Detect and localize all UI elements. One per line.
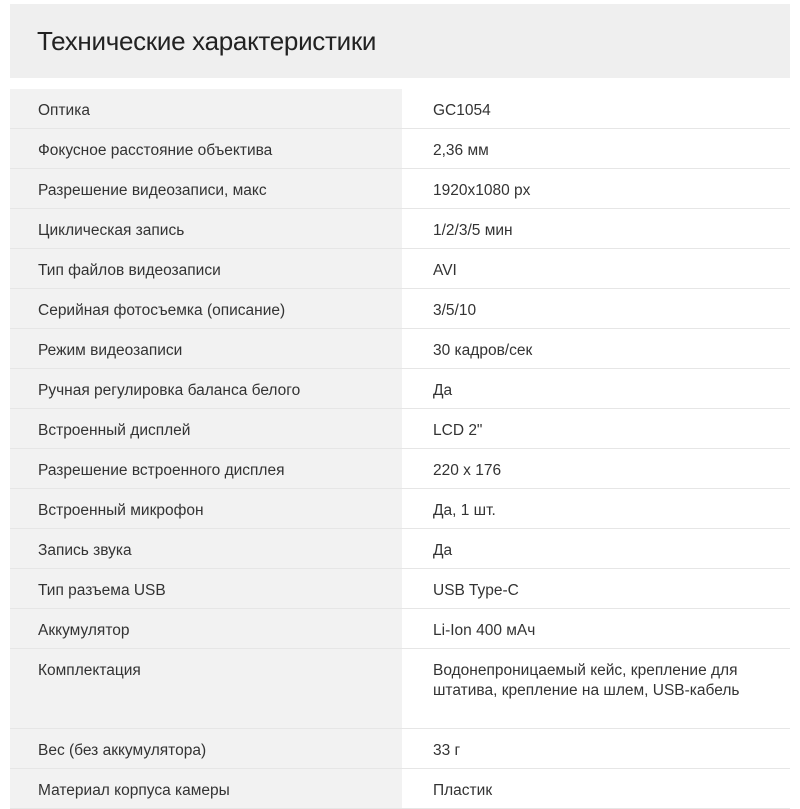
spec-value: GC1054: [433, 102, 491, 119]
spec-label: Серийная фотосъемка (описание): [38, 302, 286, 319]
spec-row: [10, 649, 790, 729]
spec-row: [10, 209, 790, 249]
spec-value-cell: [402, 289, 790, 328]
spec-row: [10, 89, 790, 129]
spec-label: Разрешение встроенного дисплея: [38, 462, 285, 479]
spec-label: Разрешение видеозаписи, макс: [38, 182, 267, 199]
spec-label-cell: [10, 169, 402, 208]
spec-label: Запись звука: [38, 542, 132, 559]
spec-row: [10, 449, 790, 489]
spec-label: Циклическая запись: [38, 222, 185, 239]
spec-value-cell: [402, 129, 790, 168]
spec-label-cell: [10, 249, 402, 288]
section-header: [10, 4, 790, 78]
spec-value: 30 кадров/сек: [433, 342, 533, 359]
spec-value-cell: [402, 569, 790, 608]
spec-value: Да: [433, 542, 453, 559]
spec-value: USB Type-C: [433, 582, 519, 599]
spec-value-cell: [402, 89, 790, 128]
spec-row: [10, 129, 790, 169]
spec-row: [10, 249, 790, 289]
spec-value-cell: [402, 249, 790, 288]
spec-value-cell: [402, 209, 790, 248]
spec-row: [10, 489, 790, 529]
spec-label-cell: [10, 569, 402, 608]
spec-value-cell: [402, 649, 790, 728]
spec-value: Li-Ion 400 мАч: [433, 622, 536, 639]
spec-value-cell: [402, 609, 790, 648]
spec-value: Пластик: [433, 782, 493, 799]
spec-table: [10, 89, 790, 809]
spec-row: [10, 169, 790, 209]
spec-label: Тип разъема USB: [38, 582, 166, 599]
spec-value-cell: [402, 369, 790, 408]
spec-value-cell: [402, 449, 790, 488]
spec-value: 2,36 мм: [433, 142, 489, 159]
spec-label-cell: [10, 729, 402, 768]
spec-value: LCD 2": [433, 422, 483, 439]
spec-label-cell: [10, 329, 402, 368]
spec-row: [10, 529, 790, 569]
spec-value-cell: [402, 729, 790, 768]
spec-value-cell: [402, 769, 790, 808]
spec-label-cell: [10, 289, 402, 328]
spec-row: [10, 569, 790, 609]
spec-label-cell: [10, 649, 402, 728]
spec-label-cell: [10, 129, 402, 168]
page-title: Технические характеристики: [37, 26, 377, 56]
spec-label-cell: [10, 609, 402, 648]
spec-label: Встроенный микрофон: [38, 502, 204, 519]
spec-label-cell: [10, 449, 402, 488]
spec-value: 1/2/3/5 мин: [433, 222, 513, 239]
spec-value-cell: [402, 489, 790, 528]
spec-label-cell: [10, 89, 402, 128]
spec-label: Режим видеозаписи: [38, 342, 183, 359]
spec-label: Оптика: [38, 102, 90, 119]
spec-value-cell: [402, 329, 790, 368]
spec-value: 220 x 176: [433, 462, 502, 479]
spec-value: AVI: [433, 262, 457, 279]
spec-label: Комплектация: [38, 662, 141, 679]
spec-label: Встроенный дисплей: [38, 422, 191, 439]
spec-label-cell: [10, 409, 402, 448]
spec-value: 1920x1080 px: [433, 182, 531, 199]
spec-row: [10, 329, 790, 369]
spec-value-cell: [402, 169, 790, 208]
spec-row: [10, 609, 790, 649]
spec-value-cell: [402, 529, 790, 568]
spec-label-cell: [10, 209, 402, 248]
spec-row: [10, 369, 790, 409]
spec-value: 33 г: [433, 742, 461, 759]
spec-label: Материал корпуса камеры: [38, 782, 230, 799]
spec-value: Да: [433, 382, 453, 399]
spec-label-cell: [10, 489, 402, 528]
spec-label: Фокусное расстояние объектива: [38, 142, 273, 159]
spec-label-cell: [10, 529, 402, 568]
spec-row: [10, 769, 790, 809]
spec-value: 3/5/10: [433, 302, 477, 319]
spec-label-cell: [10, 369, 402, 408]
spec-label: Вес (без аккумулятора): [38, 742, 207, 759]
spec-value: Водонепроницаемый кейс, крепление для штатива, крепление на шлем, USB-кабель: [433, 662, 740, 699]
spec-row: [10, 729, 790, 769]
spec-row: [10, 289, 790, 329]
spec-row: [10, 409, 790, 449]
spec-label: Ручная регулировка баланса белого: [38, 382, 301, 399]
spec-label: Аккумулятор: [38, 622, 130, 639]
spec-label-cell: [10, 769, 402, 808]
spec-label: Тип файлов видеозаписи: [38, 262, 221, 279]
spec-value: Да, 1 шт.: [433, 502, 496, 519]
spec-value-cell: [402, 409, 790, 448]
